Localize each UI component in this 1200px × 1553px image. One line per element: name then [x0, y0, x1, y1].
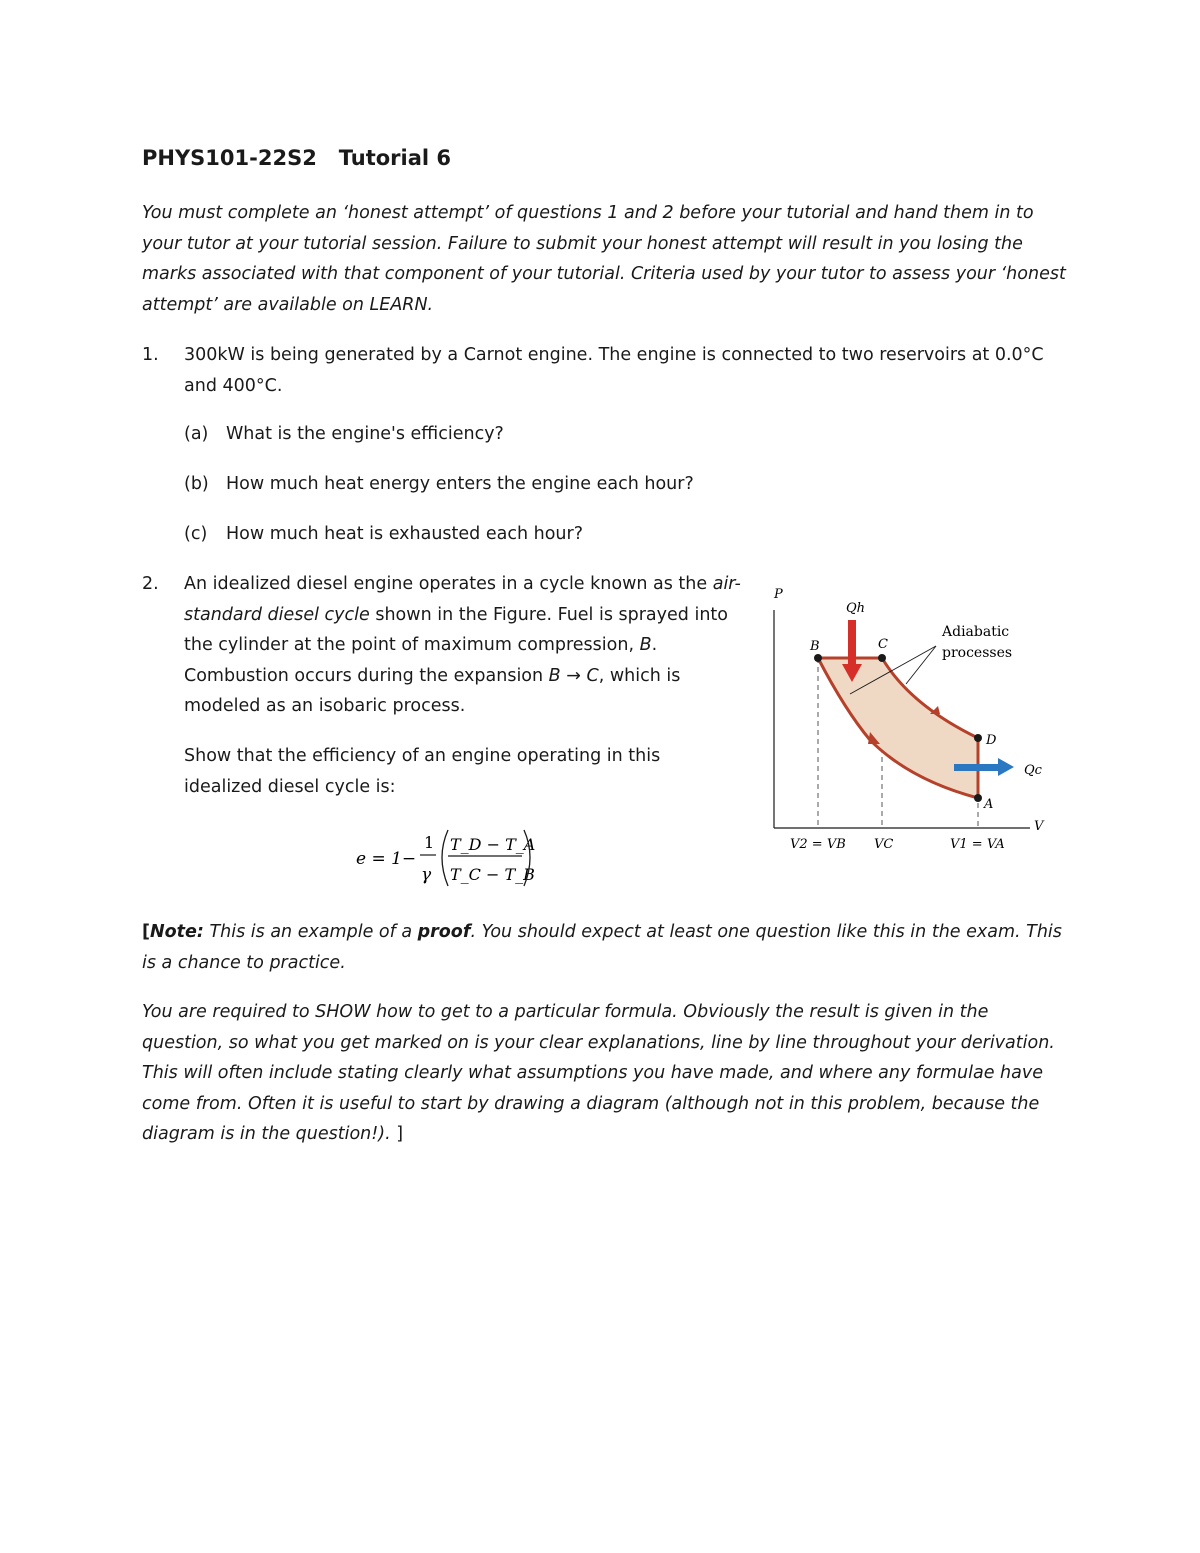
qc-label: Qc: [1024, 763, 1042, 778]
part-label: (b): [184, 474, 209, 494]
point-b-label: B: [810, 639, 820, 654]
note-paragraph-2: You are required to SHOW how to get to a particular formula. Obviously the result is given in the question, so what you get marked on is your clear explanations, line by line throughout your derivation. This will often include stating clearly what assumptions you have made, and where any formulae have come from. Often it is useful to start by drawing a diagram (although not in this problem, because the diagram is in the question!). ]: [142, 1002, 1055, 1144]
v-axis-label: V: [1034, 819, 1044, 834]
v1-va-label: V1 = VA: [950, 837, 1005, 852]
qh-label: Qh: [846, 601, 866, 616]
point-b-marker: [814, 654, 822, 662]
question-1c: [184, 524, 583, 544]
point-d-label: D: [986, 733, 997, 748]
qh-arrow-shaft: [848, 620, 856, 664]
adiabatic-pointer-2: [906, 646, 936, 684]
question-1-number: 1.: [142, 345, 159, 365]
question-2-text: An idealized diesel engine operates in a cycle known as the air-standard diesel cycle shown in the Figure. Fuel is sprayed into the cylinder at the point of maximum compression, B. Combustion occurs during the expansion B → C, which is modeled as an isobaric process.: [184, 574, 741, 716]
point-c-label: C: [878, 637, 888, 652]
question-2-show: Show that the efficiency of an engine operating in this idealized diesel cycle is:: [184, 746, 661, 797]
p-axis-label: P: [774, 587, 783, 602]
adiabatic-label-1: Adiabatic: [942, 624, 1010, 640]
qc-arrow-head: [998, 758, 1014, 776]
question-1b: [184, 474, 694, 494]
part-text: How much heat is exhausted each hour?: [226, 524, 583, 544]
qc-arrow-shaft: [954, 764, 998, 771]
point-a-label: A: [984, 797, 994, 812]
intro-paragraph: You must complete an ‘honest attempt’ of questions 1 and 2 before your tutorial and hand them in to your tutor at your tutorial session. Failure to submit your honest attempt will result in you losing the marks associated with that component of your tutorial. Criteria used by your tutor to assess your ‘honest attempt’ are available on LEARN.: [142, 203, 1066, 315]
formula-one: 1: [424, 833, 435, 852]
v2-vb-label: V2 = VB: [790, 837, 846, 852]
point-a-marker: [974, 794, 982, 802]
part-label: (c): [184, 524, 208, 544]
part-label: (a): [184, 424, 209, 444]
question-1a: [184, 424, 504, 444]
formula-gamma: γ: [421, 865, 432, 885]
point-d-marker: [974, 734, 982, 742]
formula-denominator: T_C − T_B: [450, 865, 535, 884]
question-1-text: 300kW is being generated by a Carnot engine. The engine is connected to two reservoirs at 0.0°C and 400°C.: [184, 345, 1044, 396]
efficiency-formula: [340, 822, 540, 892]
point-c-marker: [878, 654, 886, 662]
formula-numerator: T_D − T_A: [450, 835, 536, 854]
note-paragraph: [Note: This is an example of a proof. You should expect at least one question like this in the exam. This is a chance to practice.: [142, 922, 1062, 973]
part-text: How much heat energy enters the engine each hour?: [226, 474, 694, 494]
adiabatic-label-2: processes: [942, 645, 1013, 661]
page-title: PHYS101-22S2 Tutorial 6: [142, 146, 452, 170]
part-text: What is the engine's efficiency?: [226, 424, 504, 444]
formula-lhs: e = 1−: [356, 849, 417, 869]
diesel-cycle-pv-diagram: [760, 580, 1060, 860]
vc-label: VC: [874, 837, 894, 852]
question-2-number: 2.: [142, 574, 159, 594]
